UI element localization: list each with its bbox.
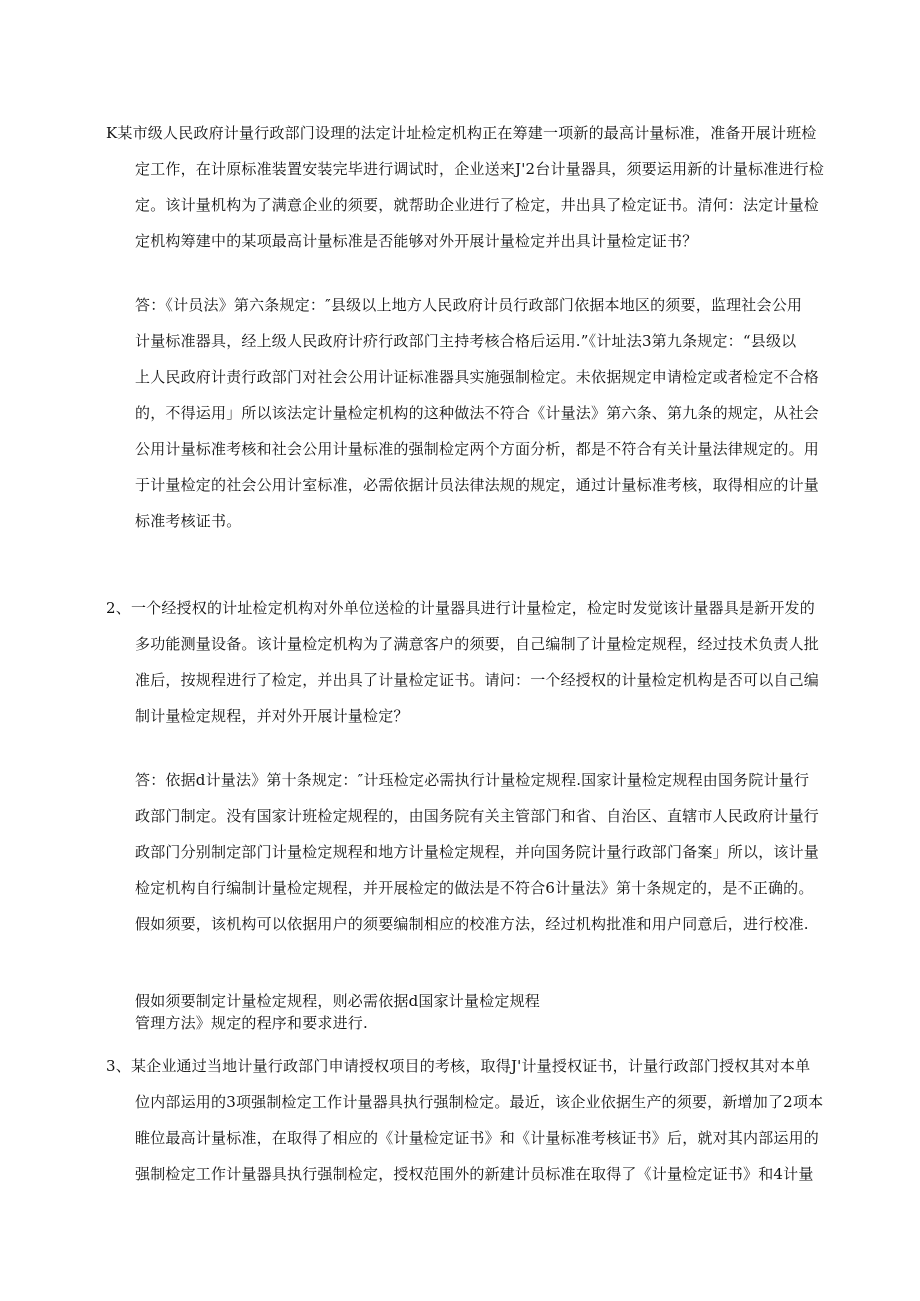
text-line: 定机构筹建中的某项最高计量标准是否能够对外开展计量检定并出具计量检定证书？ — [135, 232, 698, 250]
answer-1 — [135, 287, 819, 539]
text-line: 假如须要，该机构可以依据用户的须要编制相应的校准方法，经过机构批准和用户同意后，进行校准. — [135, 915, 809, 933]
text-line: 准后，按规程进行了检定，并出具了计量检定证书。请问：一个经授权的计量检定机构是否可以自己编 — [135, 671, 820, 689]
text-line: 政部门分别制定部门计量检定规程和地方计量检定规程，并向国务院计量行政部门备案」所以，该计量 — [135, 843, 820, 861]
text-line: K某市级人民政府计量行政部门设理的法定计址检定机构正在筹建一项新的最高计量标准，准备开展计班检 — [106, 124, 817, 142]
text-line: 定。该计量机构为了满意企业的须要，就帮助企业进行了检定，井出具了检定证书。清何：法定计量检 — [135, 196, 820, 214]
text-line: 多功能测量设备。该计量检定机构为了满意客户的须要，自己编制了计量检定规程，经过技术负责人批 — [135, 635, 820, 653]
answer-2-tail — [135, 990, 540, 1034]
text-line: 睢位最高计量标准，在取得了相应的《计量检定证书》和《计量标准考核证书》后，就对其内部运用的 — [135, 1129, 820, 1147]
text-line: 公用计量标准考核和社会公用计量标准的强制检定两个方面分析，都是不符合有关计量法律规定的。用 — [135, 440, 820, 458]
text-line: 3、某企业通过当地计量行政部门申请授权项目的考核，取得J'计量授权证书，计量行政部门授权其对本单 — [106, 1057, 811, 1075]
text-line: 答：依据d计量法》第十条规定：″计珏检定必需执行计量检定规程.国家计量检定规程由国务院计量行 — [135, 771, 810, 789]
text-line: 标准考核证书。 — [135, 512, 242, 530]
question-3 — [106, 1048, 823, 1192]
text-line: 检定机构自行编制计量检定规程，并开展检定的做法是不符合6计量法》第十条规定的，是不正确的。 — [135, 879, 814, 897]
question-2 — [106, 590, 819, 734]
text-line: 强制检定工作计量器具执行强制检定，授权范围外的新建计员标准在取得了《计量检定证书》和4计量 — [135, 1165, 814, 1183]
text-line: 于计量检定的社会公用计室标准，必需依据计员法律法规的规定，通过计量标准考核，取得相应的计量 — [135, 476, 820, 494]
text-line: 假如须要制定计量检定规程，则必需依据d国家计量检定规程 — [135, 992, 541, 1010]
text-line: 上人民政府计责行政部门对社会公用计证标准器具实施强制检定。未依据规定申请检定或者检定不合格 — [135, 368, 820, 386]
text-line: 答：《计员法》第六条规定：″县级以上地方人民政府计员行政部门依据本地区的须要，监理社会公用 — [135, 296, 803, 314]
text-line: 定工作，在计原标准装置安装完毕进行调试时，企业送来J'2台计量器具，须要运用新的计量标准进行检 — [135, 160, 825, 178]
text-line: 制计量检定规程，并对外开展计量检定？ — [135, 707, 409, 725]
answer-2 — [135, 762, 819, 942]
question-1 — [106, 115, 824, 259]
text-line: 计量标准器具，经上级人民政府计疥行政部门主持考核合格后运用.”《计址法3第九条规定：“县级以 — [135, 332, 797, 350]
text-line: 政部门制定。没有国家计班检定规程的，由国务院有关主管部门和省、自治区、直辖市人民政府计量行 — [135, 807, 820, 825]
text-line: 2、一个经授权的计址检定机构对外单位送检的计量器具进行计量检定，检定时发觉该计量器具是新开发的 — [106, 599, 815, 617]
text-line: 的，不得运用」所以该法定计量检定机构的这种做法不符合《计量法》第六条、第九条的规定，从社会 — [135, 404, 820, 422]
text-line: 管理方法》规定的程序和要求进行. — [135, 1014, 368, 1032]
text-line: 位内部运用的3项强制检定工作计量器具执行强制检定。最近，该企业依据生产的须要，新增加了2项本 — [135, 1093, 824, 1111]
